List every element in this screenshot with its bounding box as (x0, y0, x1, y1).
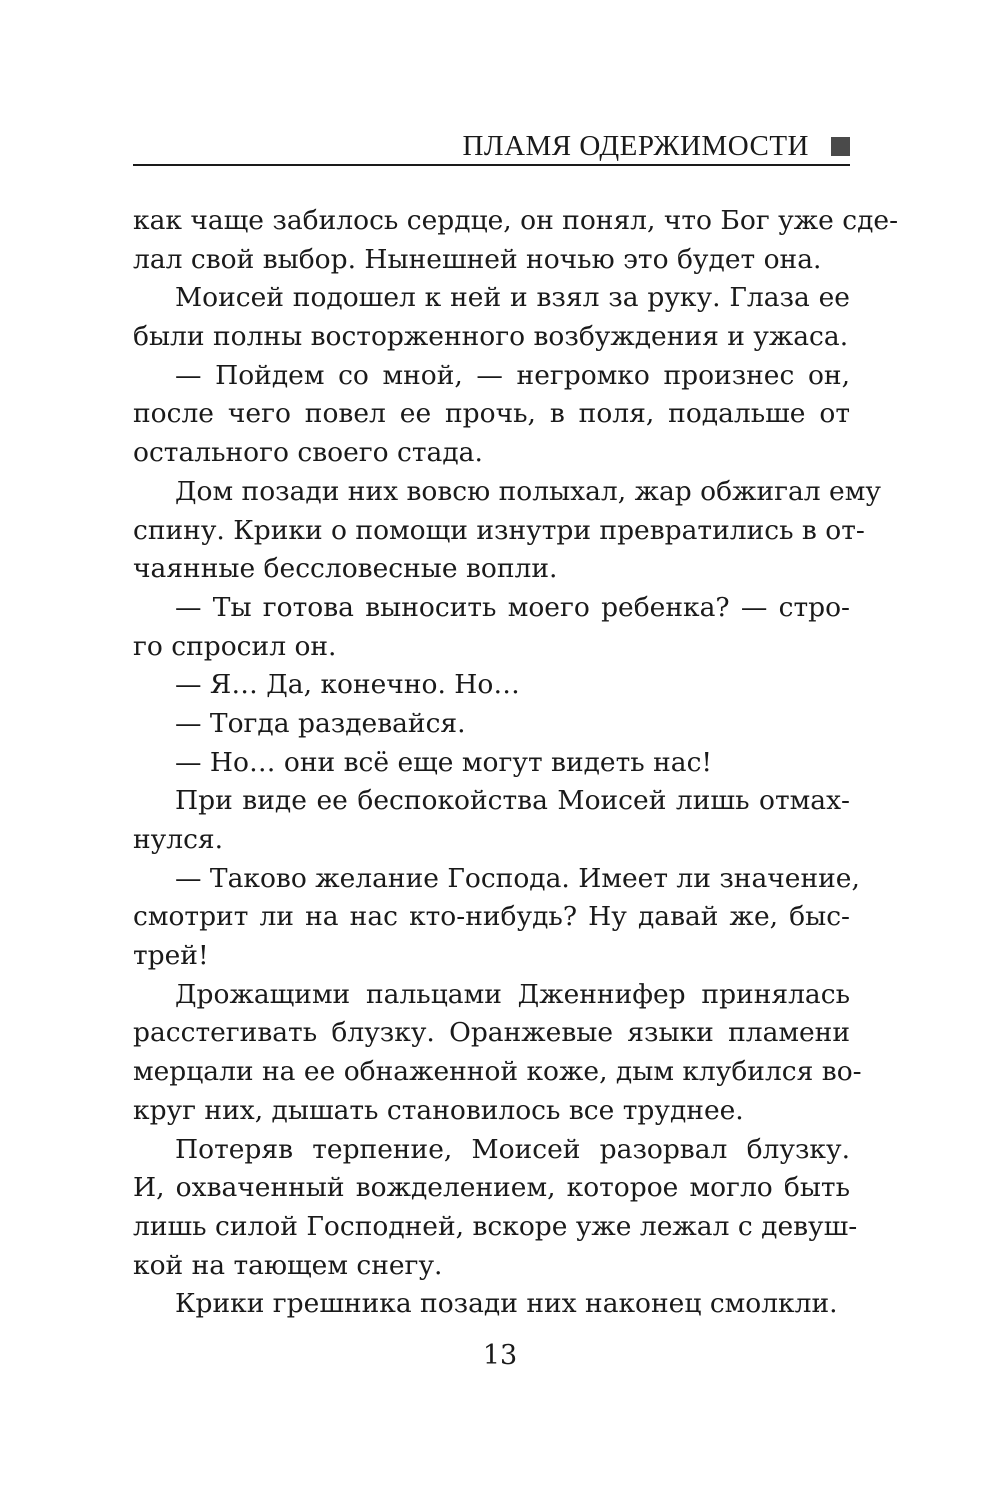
text-line: Моисей подошел к ней и взял за руку. Глаза ее (175, 282, 850, 314)
text-line: кой на тающем снегу. (133, 1249, 443, 1281)
text-line: — Пойдем со мной, — негромко произнес он, (175, 359, 850, 391)
text-line: — Ты готова выносить моего ребенка? — стро- (175, 591, 850, 623)
text-line: были полны восторженного возбуждения и ужаса. (133, 321, 849, 353)
text-line: мерцали на ее обнаженной коже, дым клубился во- (133, 1056, 862, 1088)
text-line: Потеряв терпение, Моисей разорвал блузку. (175, 1133, 850, 1165)
running-header (133, 128, 850, 166)
text-line: При виде ее беспокойства Моисей лишь отмах- (175, 785, 850, 817)
text-line: трей! (133, 940, 209, 972)
text-line: чаянные бессловесные вопли. (133, 553, 558, 585)
text-line: остального своего стада. (133, 437, 483, 469)
square-ornament-icon (831, 137, 850, 156)
text-line: расстегивать блузку. Оранжевые языки пламени (133, 1017, 850, 1049)
text-line: го спросил он. (133, 630, 337, 662)
page-number: 13 (482, 1340, 518, 1371)
text-line: Дом позади них вовсю полыхал, жар обжигал ему (175, 475, 881, 507)
text-line: нулся. (133, 824, 224, 855)
text-line: — Тогда раздевайся. (175, 707, 466, 739)
text-line: — Я… Да, конечно. Но… (175, 669, 520, 701)
text-line: спину. Крики о помощи изнутри превратились в от- (133, 514, 865, 546)
text-line: Дрожащими пальцами Дженнифер принялась (175, 978, 850, 1010)
text-line: И, охваченный вожделением, которое могло быть (133, 1172, 850, 1204)
running-header-title: ПЛАМЯ ОДЕРЖИМОСТИ (462, 130, 809, 162)
text-line: лишь силой Господней, вскоре уже лежал с девуш- (133, 1210, 858, 1242)
text-line: — Таково желание Господа. Имеет ли значение, (175, 862, 860, 894)
text-line: как чаще забилось сердце, он понял, что Бог уже сде- (133, 205, 899, 236)
text-line: круг них, дышать становилось все труднее. (133, 1094, 744, 1126)
text-line: Крики грешника позади них наконец смолкли. (175, 1288, 838, 1320)
text-line: — Но… они всё еще могут видеть нас! (175, 746, 713, 778)
text-line: смотрит ли на нас кто-нибудь? Ну давай же, быс- (133, 901, 850, 933)
body-text (133, 202, 899, 1324)
text-line: лал свой выбор. Нынешней ночью это будет она. (133, 243, 822, 275)
text-line: после чего повел ее прочь, в поля, подальше от (133, 398, 850, 430)
